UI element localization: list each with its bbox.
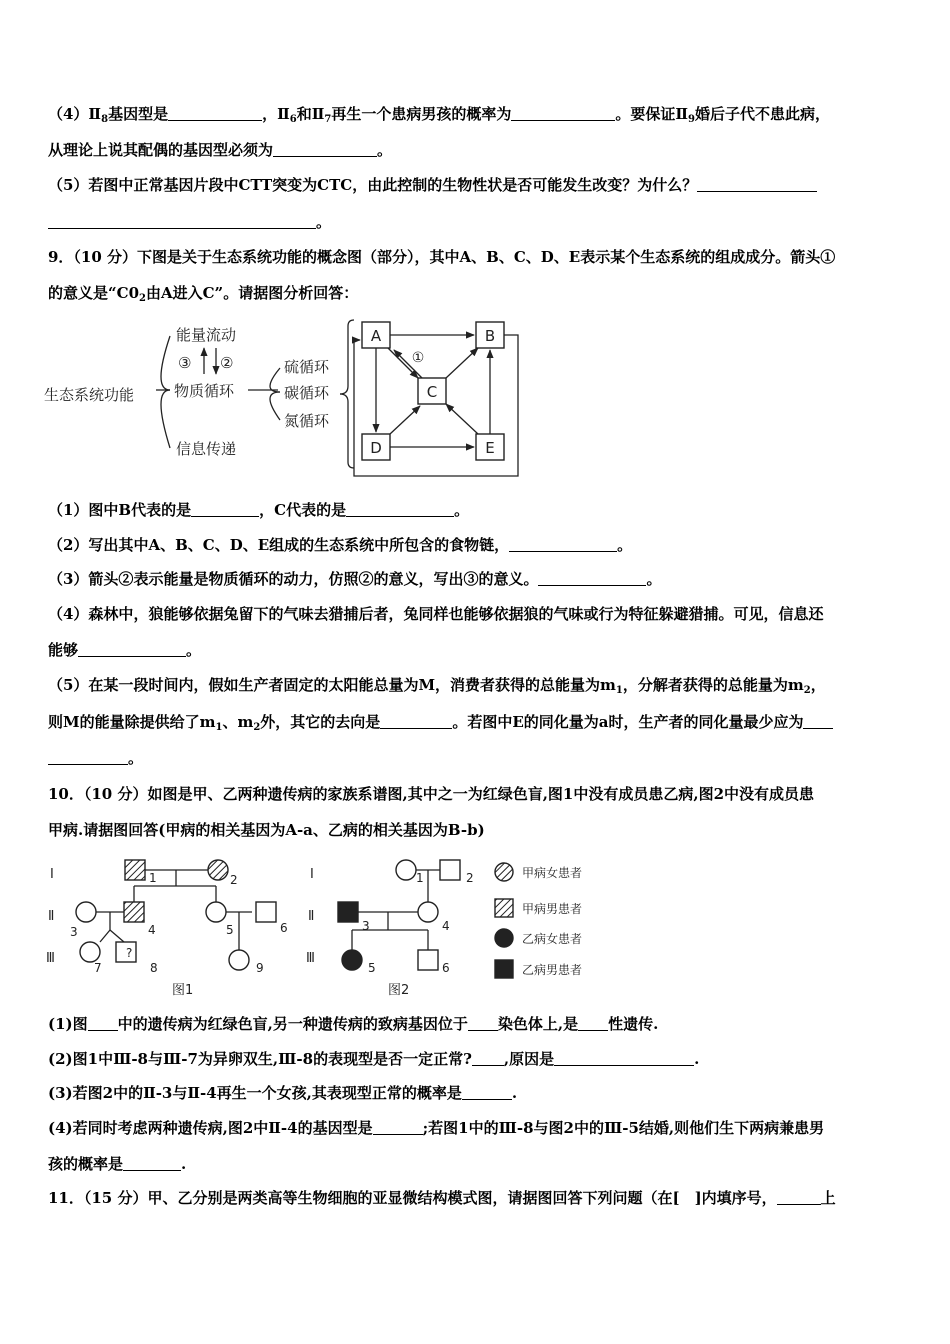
cycle-box-brace-top [340, 320, 354, 394]
sulfur-cycle-label: 硫循环 [284, 358, 330, 376]
fig1-unknown-mark: ? [126, 946, 133, 960]
fig1-num-5: 5 [226, 923, 234, 937]
fig2-II3-male [338, 902, 358, 922]
fig1-II5-female [206, 902, 226, 922]
gen-1-label: Ⅰ [50, 867, 54, 882]
fig1-num-1: 1 [149, 871, 157, 885]
node-d: D [370, 439, 382, 457]
arrow1-label: ① [411, 350, 425, 366]
node-a: A [370, 327, 382, 345]
answer-blank[interactable] [380, 713, 452, 729]
fig1-I2-female [208, 860, 228, 880]
q8-part4-line2: 从理论上说其配偶的基因型必须为 。 [48, 141, 393, 159]
info-transfer-label: 信息传递 [176, 440, 237, 458]
answer-blank[interactable] [472, 1050, 504, 1066]
arrow-d-to-c [390, 406, 420, 434]
legend-jia-male: 甲病男患者 [522, 902, 583, 916]
matter-cycle-label: 物质循环 [174, 382, 235, 400]
legend-yi-female-symbol [495, 929, 513, 947]
answer-blank[interactable] [697, 176, 817, 192]
answer-blank[interactable] [554, 1050, 694, 1066]
nitrogen-cycle-label: 氮循环 [284, 412, 330, 430]
pedigree-figures [40, 846, 610, 1006]
carbon-cycle-label: 碳循环 [284, 384, 330, 402]
q10-part1: (1)图 中的遗传病为红绿色盲,另一种遗传病的致病基因位于 染色体上,是 性遗传. [48, 1015, 659, 1033]
q9-part3: （3）箭头②表示能量是物质循环的动力，仿照②的意义，写出③的意义。 。 [48, 570, 662, 588]
fig2-gen-2-label: Ⅱ [308, 909, 315, 924]
energy-flow-label: 能量流动 [176, 326, 237, 344]
fig2-num-2: 2 [466, 871, 474, 885]
answer-blank[interactable] [273, 141, 377, 157]
q10-part4-line1: (4)若同时考虑两种遗传病,图2中Ⅱ-4的基因型是 ;若图1中的Ⅲ-8与图2中的Ⅲ-5结婚,则他们生下两病兼患男 [48, 1119, 825, 1137]
answer-blank[interactable] [346, 501, 454, 517]
answer-blank[interactable] [191, 501, 259, 517]
fig1-III9-female [229, 950, 249, 970]
node-c: C [426, 383, 438, 401]
q8-part4-line1: $(4)Ⅱ_8$基因型是 ，$Ⅱ_6$和$Ⅱ_7$再生一个患病男孩的概率为 。要保证$Ⅱ_9$婚后子代不患此病， [48, 105, 830, 125]
q10-part3: (3)若图2中的Ⅱ-3与Ⅱ-4再生一个女孩,其表现型正常的概率是 . [48, 1084, 518, 1102]
q10-header-line1: 10．（10 分）如图是甲、乙两种遗传病的家族系谱图,其中之一为红绿色盲,图1中没有成员患乙病,图2中没有成员患 [48, 785, 815, 803]
q9-part5-line1: （5）在某一段时间内，假如生产者固定的太阳能总量为M，消费者获得的总能量为$m_1$，分解者获得的总能量为$m_2$， [48, 676, 826, 696]
fig1-II4-male [124, 902, 144, 922]
fig1-num-8: 8 [150, 961, 158, 975]
fig1-num-2: 2 [230, 873, 238, 887]
fig2-I2-male [440, 860, 460, 880]
node-e: E [485, 439, 495, 457]
fig2-num-6: 6 [442, 961, 450, 975]
arrow3-label: ③ [178, 354, 192, 372]
fig1-I1-male [125, 860, 145, 880]
fig2-num-1: 1 [416, 871, 424, 885]
fig1-num-6: 6 [280, 921, 288, 935]
answer-blank[interactable] [803, 713, 833, 729]
fig1-II6-male [256, 902, 276, 922]
arrow-e-to-c [446, 404, 478, 434]
q9-part5-line3: 。 [48, 748, 143, 768]
q8-part5-line1: （5）若图中正常基因片段中CTT突变为CTC，由此控制的生物性状是否可能发生改变？为什么？ [48, 175, 817, 195]
arrow-c-to-b [446, 348, 478, 378]
answer-blank[interactable] [777, 1189, 821, 1205]
fig2-num-3: 3 [362, 919, 370, 933]
gen-3-label: Ⅲ [46, 951, 55, 966]
answer-blank[interactable] [373, 1119, 423, 1135]
q9-header-line1: 9．（10 分）下图是关于生态系统功能的概念图（部分），其中A、B、C、D、E表示某个生态系统的组成成分。箭头① [48, 248, 836, 266]
fig2-num-4: 4 [442, 919, 450, 933]
fig2-III6-male [418, 950, 438, 970]
answer-blank[interactable] [509, 536, 617, 552]
legend-jia-male-symbol [495, 899, 513, 917]
ecosystem-concept-diagram [40, 312, 530, 490]
fig1-num-4: 4 [148, 923, 156, 937]
answer-blank[interactable] [578, 1015, 608, 1031]
fig1-num-3: 3 [70, 925, 78, 939]
q10-header-line2: 甲病.请据图回答(甲病的相关基因为A-a、乙病的相关基因为B-b) [48, 821, 485, 839]
legend-jia-female: 甲病女患者 [522, 866, 583, 880]
q10-part2: (2)图1中Ⅲ-8与Ⅲ-7为异卵双生,Ⅲ-8的表现型是否一定正常? ,原因是 . [48, 1050, 700, 1068]
answer-blank[interactable] [538, 570, 646, 586]
fig2-I1-female [396, 860, 416, 880]
root-label: 生态系统功能 [44, 386, 135, 404]
q9-header-line2: 的意义是“$C0_2$由A进入C”。请据图分析回答： [48, 284, 359, 304]
fig2-II4-female [418, 902, 438, 922]
answer-blank[interactable] [78, 641, 186, 657]
q9-part1: （1）图中B代表的是 ，C代表的是 。 [48, 501, 470, 519]
brace-lower [161, 390, 170, 448]
legend-yi-male-symbol [495, 960, 513, 978]
legend-jia-female-symbol [495, 863, 513, 881]
fig2-num-5: 5 [368, 961, 376, 975]
fig1-caption: 图1 [172, 983, 194, 998]
answer-blank[interactable] [48, 749, 128, 765]
cycle-box-brace-bottom [340, 394, 354, 468]
answer-blank[interactable] [168, 105, 262, 121]
brace-upper [161, 336, 170, 390]
q11-header: 11．（15 分）甲、乙分别是两类高等生物细胞的亚显微结构模式图，请据图回答下列问题（在[ ]内填序号， 上 [48, 1189, 836, 1207]
q9-part4-line1: （4）森林中，狼能够依据兔留下的气味去猎捕后者，兔同样也能够依据狼的气味或行为特征躲避猎捕。可见，信息还 [48, 605, 824, 623]
legend-yi-female: 乙病女患者 [522, 932, 583, 946]
fig1-num-7: 7 [94, 961, 102, 975]
q9-part2: （2）写出其中A、B、C、D、E组成的生态系统中所包含的食物链， 。 [48, 536, 633, 554]
fig1-III7-female [80, 942, 100, 962]
q10-part4-line2: 孩的概率是 . [48, 1155, 187, 1173]
gen-2-label: Ⅱ [48, 909, 55, 924]
legend-yi-male: 乙病男患者 [522, 963, 583, 977]
fig2-gen-1-label: Ⅰ [310, 867, 314, 882]
cycle-brace-lower [270, 392, 280, 420]
answer-blank[interactable] [88, 1015, 118, 1031]
fig2-caption: 图2 [388, 983, 410, 998]
answer-blank[interactable] [511, 105, 615, 121]
arrow2-label: ② [220, 354, 234, 372]
answer-blank[interactable] [123, 1155, 181, 1171]
fig1-num-9: 9 [256, 961, 264, 975]
cycle-brace-upper [270, 368, 280, 392]
node-b: B [484, 327, 496, 345]
answer-blank[interactable] [468, 1015, 498, 1031]
answer-blank[interactable] [48, 213, 316, 229]
fig1-II3-female [76, 902, 96, 922]
answer-blank[interactable] [462, 1084, 512, 1100]
q8-part5-line2: 。 [48, 212, 331, 232]
fig2-III5-female [342, 950, 362, 970]
fig2-gen-3-label: Ⅲ [306, 951, 315, 966]
q9-part4-line2: 能够 。 [48, 641, 202, 659]
q9-part5-line2: 则M的能量除提供给了$m_1$、$m_2$外，其它的去向是 。若图中E的同化量为a时，生产者的同化量最少应为 [48, 712, 833, 738]
